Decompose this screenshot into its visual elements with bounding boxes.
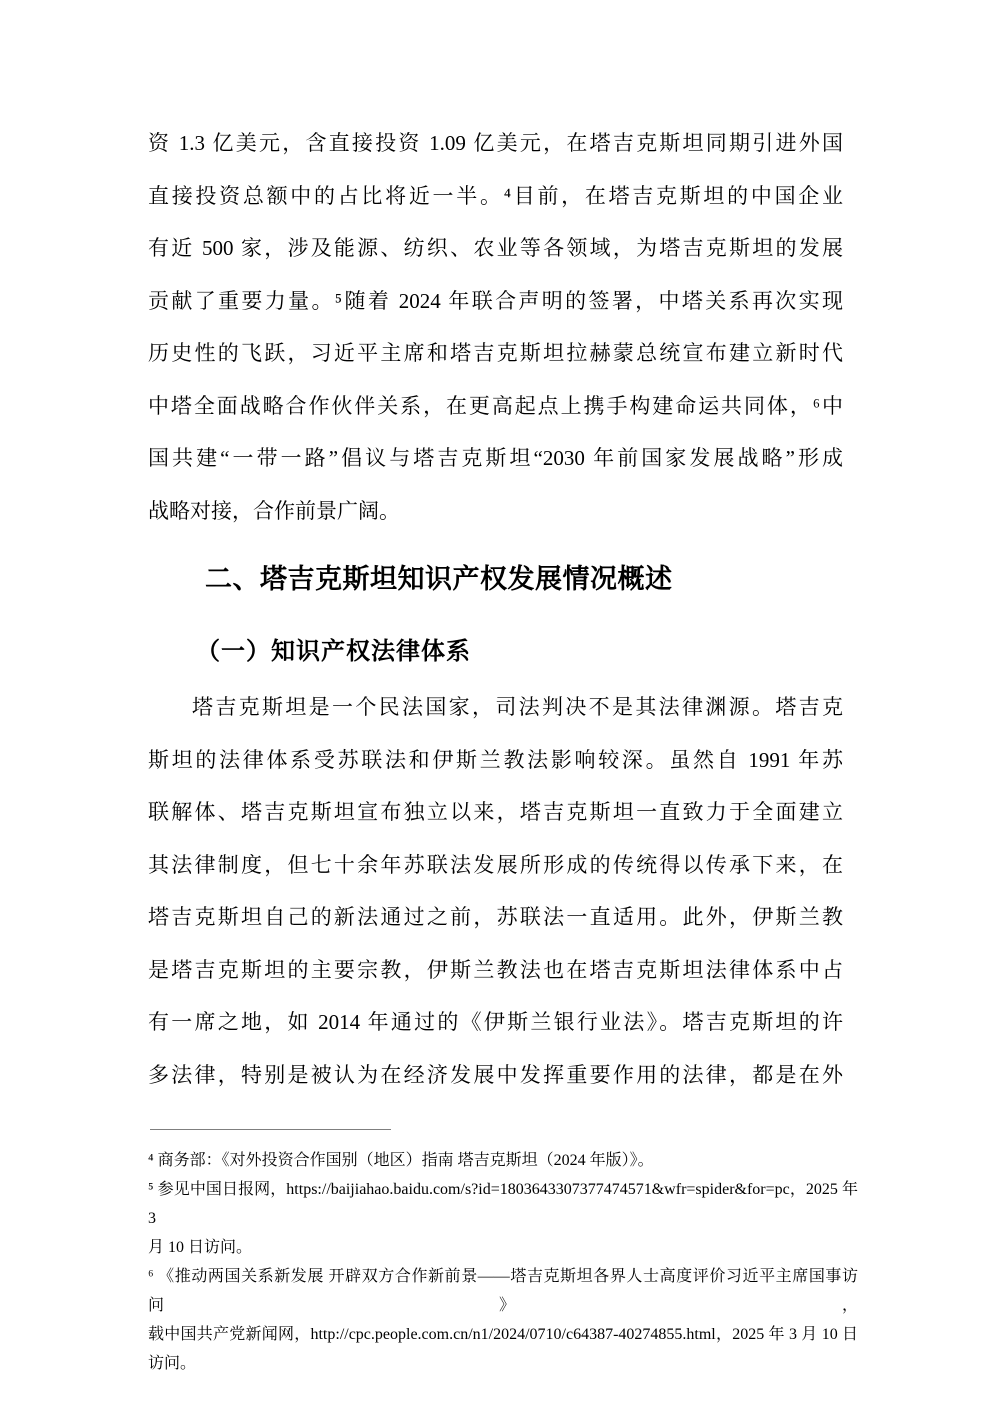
section-heading: 二、塔吉克斯坦知识产权发展情况概述 [205,564,673,594]
paragraph1-line: 贡献了重要力量。⁵随着 2024 年联合声明的签署，中塔关系再次实现 [148,288,843,313]
footnote-6-line: 载中国共产党新闻网，http://cpc.people.com.cn/n1/2024/0710/c64387-40274855.html，2025 年 3 月 10 日访问。 [148,1326,858,1372]
paragraph2-line: 是塔吉克斯坦的主要宗教，伊斯兰教法也在塔吉克斯坦法律体系中占 [148,957,843,982]
paragraph1-line: 历史性的飞跃，习近平主席和塔吉克斯坦拉赫蒙总统宣布建立新时代 [148,341,843,365]
paragraph2-line: 斯坦的法律体系受苏联法和伊斯兰教法影响较深。虽然自 1991 年苏 [148,747,843,772]
footnotes-section [148,1146,858,1378]
paragraph1-line: 有近 500 家，涉及能源、纺织、农业等各领域，为塔吉克斯坦的发展 [148,236,843,260]
paragraph-china-tajikistan-cooperation [148,117,843,537]
footnote-4: ⁴ 商务部：《对外投资合作国别（地区）指南 塔吉克斯坦（2024 年版）》。 [148,1152,654,1169]
paragraph1-line: 直接投资总额中的占比将近一半。⁴目前，在塔吉克斯坦的中国企业 [148,183,843,208]
paragraph1-line: 国共建“一带一路”倡议与塔吉克斯坦“2030 年前国家发展战略”形成 [148,446,843,470]
paragraph2-line: 联解体、塔吉克斯坦宣布独立以来，塔吉克斯坦一直致力于全面建立 [148,800,843,824]
paragraph1-line: 中塔全面战略合作伙伴关系，在更高起点上携手构建命运共同体，⁶中 [148,393,843,418]
paragraph1-line: 资 1.3 亿美元，含直接投资 1.09 亿美元，在塔吉克斯坦同期引进外国 [148,131,843,155]
footnote-5-line: 月 10 日访问。 [148,1239,253,1256]
paragraph-legal-system [148,681,843,1101]
paragraph2-line: 其法律制度，但七十余年苏联法发展所形成的传统得以传承下来，在 [148,852,843,877]
footnote-separator [150,1129,391,1130]
paragraph2-line: 塔吉克斯坦是一个民法国家，司法判决不是其法律渊源。塔吉克 [192,695,843,719]
paragraph1-line: 战略对接，合作前景广阔。 [148,498,400,523]
paragraph2-line: 塔吉克斯坦自己的新法通过之前，苏联法一直适用。此外，伊斯兰教 [148,905,843,929]
footnote-6-line: ⁶ 《推动两国关系新发展 开辟双方合作新前景——塔吉克斯坦各界人士高度评价习近平主席国事访问》， [148,1268,858,1314]
footnote-5-line: ⁵ 参见中国日报网，https://baijiahao.baidu.com/s?id=1803643307377474571&wfr=spider&for=pc，2025 年 3 [148,1181,858,1227]
subsection-heading: （一）知识产权法律体系 [196,639,471,665]
paragraph2-line: 有一席之地，如 2014 年通过的《伊斯兰银行业法》。塔吉克斯坦的许 [148,1010,843,1034]
paragraph2-line: 多法律，特别是被认为在经济发展中发挥重要作用的法律，都是在外 [148,1062,843,1087]
